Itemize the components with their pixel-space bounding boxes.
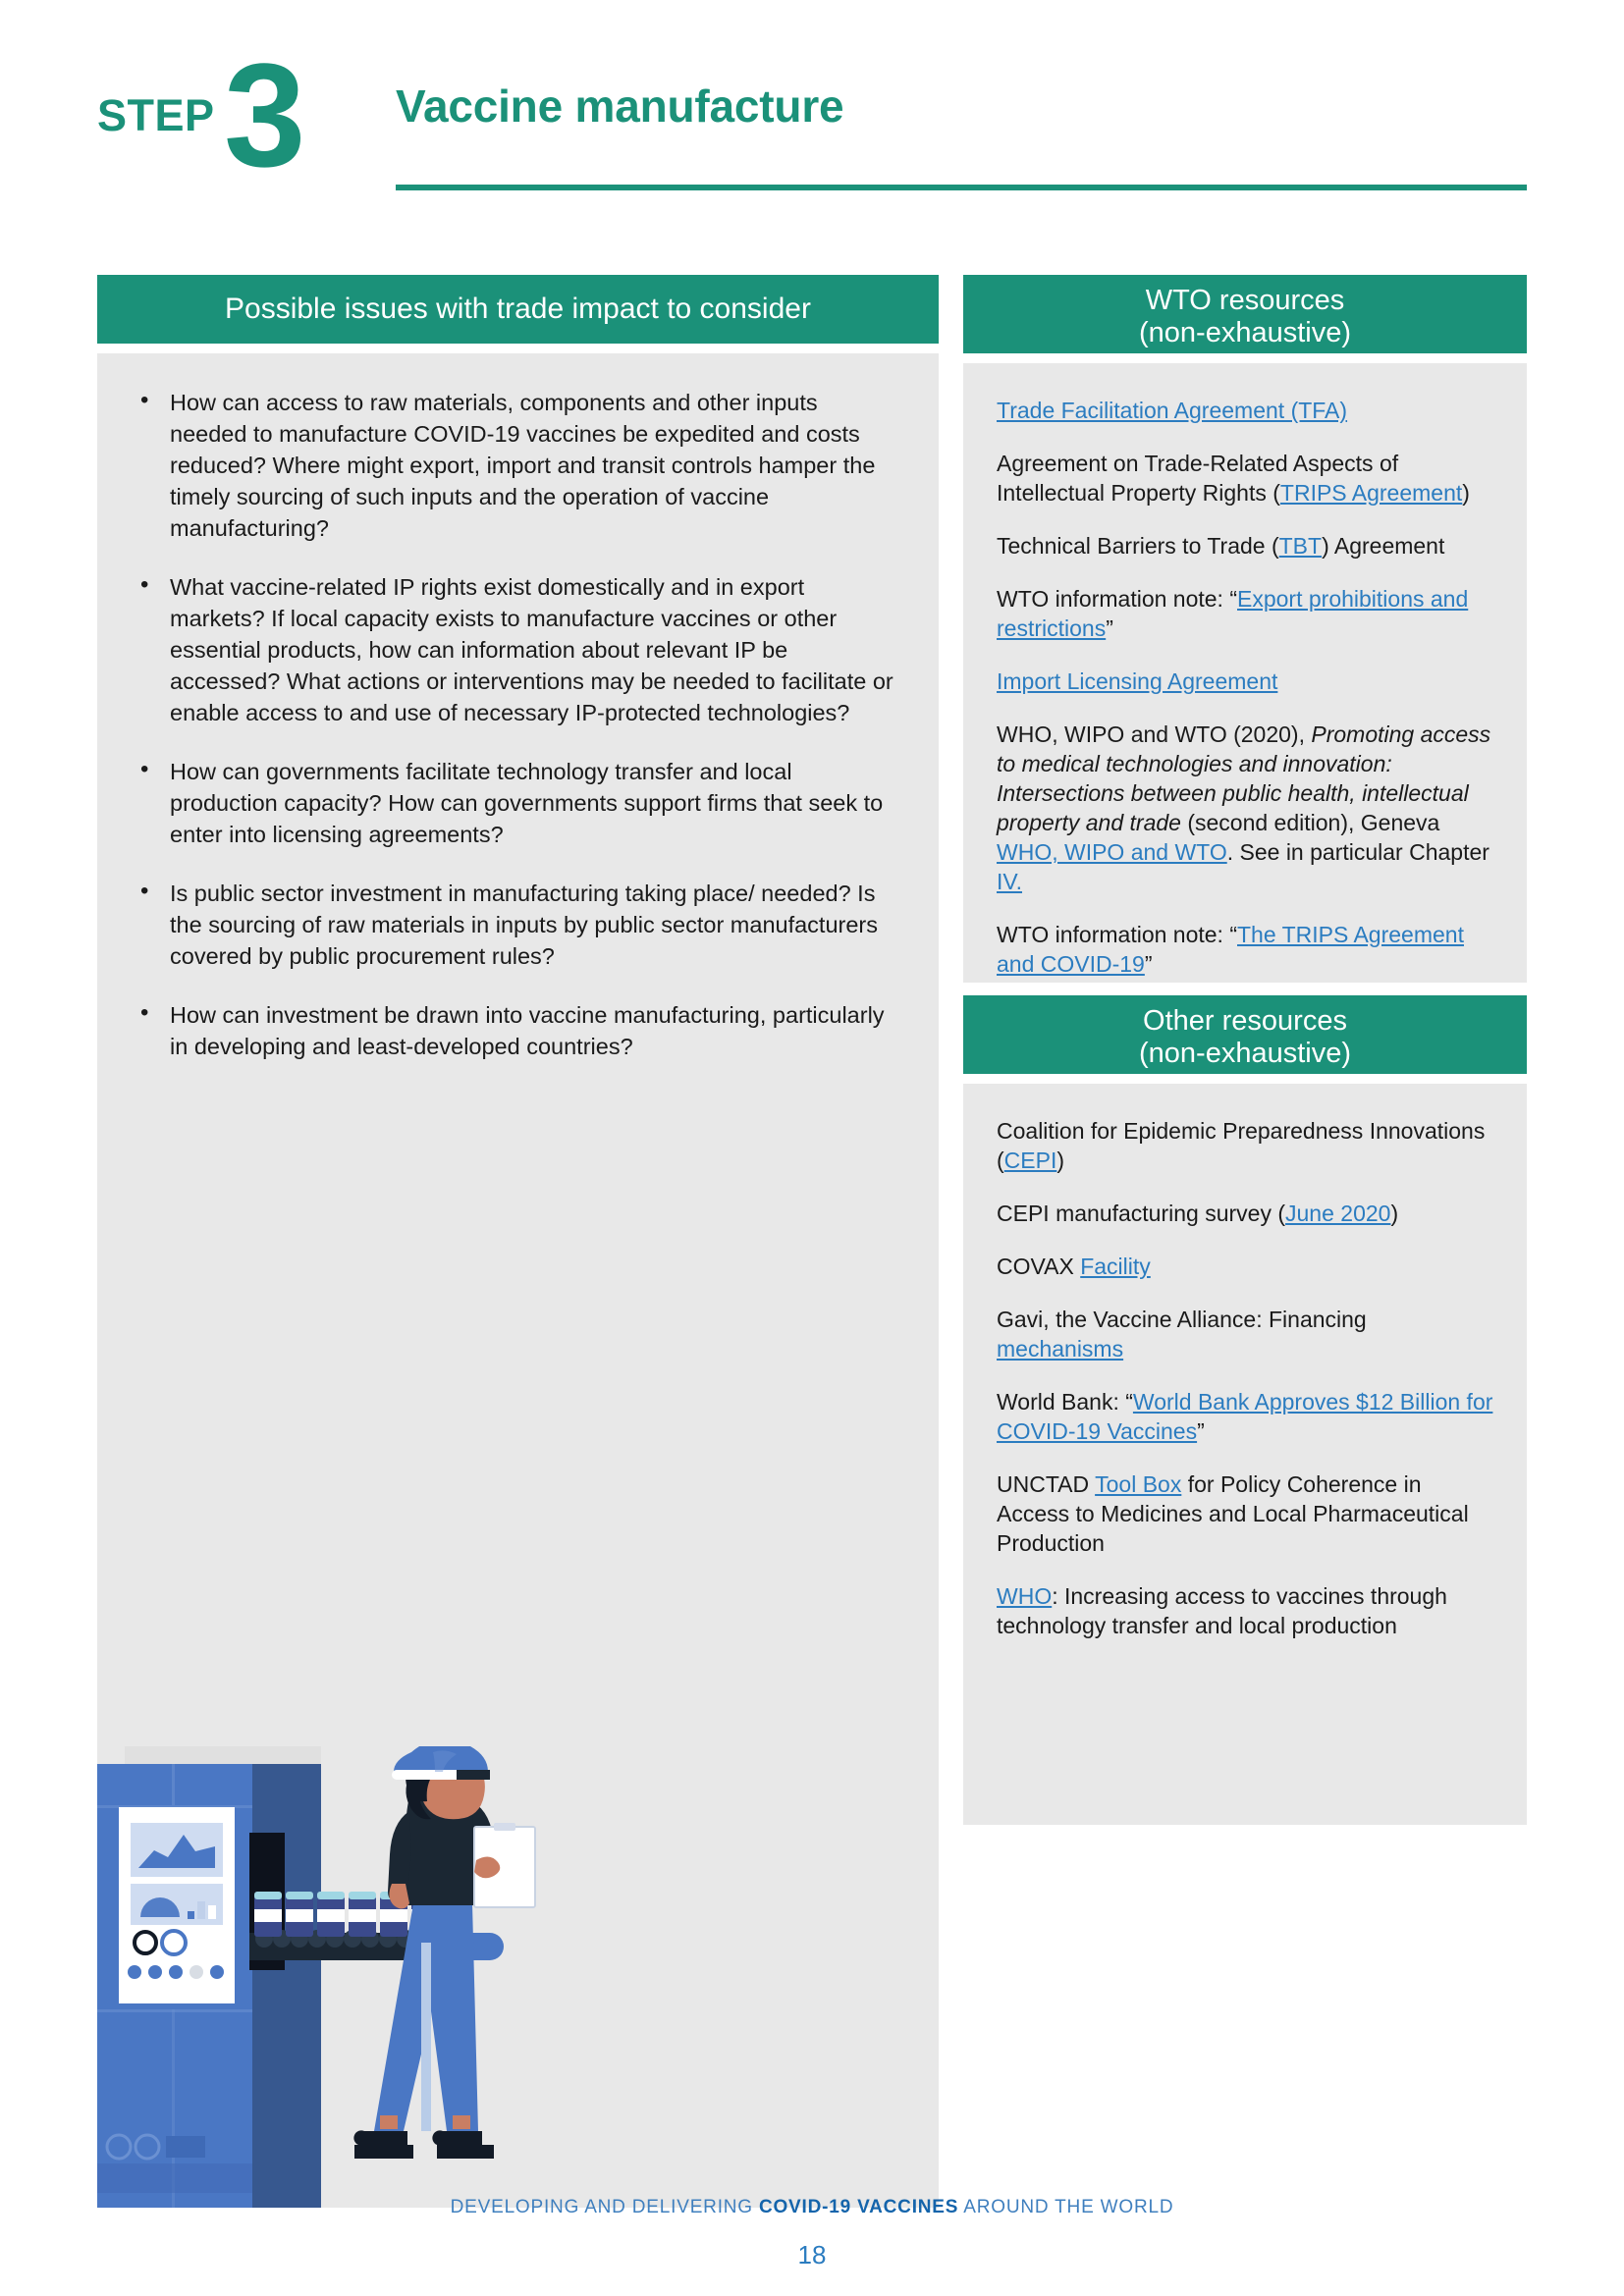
wto-resources-heading — [963, 275, 1527, 353]
resource-text: Technical Barriers to Trade ( — [997, 533, 1279, 559]
resource-text: Coalition for Epidemic Preparedness Innovations ( — [997, 1118, 1486, 1173]
resource-link[interactable]: mechanisms — [997, 1336, 1124, 1362]
issue-item: • What vaccine-related IP rights exist domestically and in export markets? If local capacity exists to manufacture vaccines or other essential products, how can information about relevant IP be accessed? What actions or interventions may be needed to facilitate or enable access to and use of necessary IP-protected technologies? — [125, 571, 899, 728]
other-resources-heading-line2: (non-exhaustive) — [1139, 1038, 1351, 1069]
resource-entry — [997, 1469, 1493, 1558]
issues-panel — [97, 353, 939, 2208]
resource-entry — [997, 1581, 1493, 1640]
resource-link[interactable]: TRIPS Agreement — [1279, 480, 1463, 506]
wto-resources-heading-line1: WTO resources — [1145, 285, 1345, 316]
resource-text: Gavi, the Vaccine Alliance: Financing — [997, 1307, 1367, 1332]
issue-item: • How can governments facilitate technology transfer and local production capacity? How can governments support firms that seek to enter into licensing agreements? — [125, 756, 899, 850]
issue-item: • How can investment be drawn into vaccine manufacturing, particularly in developing and least-developed countries? — [125, 999, 899, 1062]
issue-item: • How can access to raw materials, components and other inputs needed to manufacture COVID-19 vaccines be expedited and costs reduced? Where might export, import and transit controls hamper the timely sourcing of such inputs and the operation of vaccine manufacturing? — [125, 387, 899, 544]
resource-text: ” — [1144, 951, 1153, 977]
resource-text: ) — [1462, 480, 1470, 506]
resource-entry — [997, 1387, 1493, 1446]
resource-text: ) — [1390, 1201, 1399, 1226]
resource-text: WHO, WIPO and WTO (2020), — [997, 721, 1312, 747]
step-label: STEP — [97, 90, 215, 140]
resource-entry — [997, 1252, 1493, 1281]
page-header — [0, 0, 1624, 226]
footer-text-bold: COVID-19 VACCINES — [758, 2197, 959, 2217]
resource-text: WTO information note: “ — [997, 922, 1237, 947]
footer-text-after: AROUND THE WORLD — [958, 2197, 1174, 2217]
page-number: 18 — [797, 2240, 827, 2269]
left-column — [97, 275, 939, 2208]
resource-text: ” — [1106, 615, 1113, 641]
other-resources-heading-line1: Other resources — [1143, 1005, 1347, 1037]
resource-text: UNCTAD — [997, 1471, 1096, 1497]
other-resources-list — [997, 1116, 1493, 1640]
resource-text: ” — [1197, 1418, 1205, 1444]
resource-link[interactable]: WHO — [997, 1583, 1053, 1609]
footer-caption — [0, 2197, 1624, 2218]
resource-text: : Increasing access to vaccines through technology transfer and local production — [997, 1583, 1447, 1638]
resource-entry — [997, 667, 1493, 696]
resource-entry — [997, 1116, 1493, 1175]
page-title: Vaccine manufacture — [396, 80, 844, 132]
resource-text: COVAX — [997, 1254, 1081, 1279]
resource-link[interactable]: Import Licensing Agreement — [997, 668, 1278, 694]
page-footer — [0, 2197, 1624, 2270]
issue-item: • Is public sector investment in manufacturing taking place/ needed? Is the sourcing of raw materials in inputs by public sector manufacturers covered by public procurement rules? — [125, 878, 899, 972]
resource-link[interactable]: TBT — [1278, 533, 1323, 559]
vaccine-manufacturing-illustration — [97, 1746, 939, 2208]
resource-entry — [997, 396, 1493, 425]
issues-list — [125, 387, 899, 1062]
resource-link[interactable]: CEPI — [1003, 1148, 1057, 1173]
title-divider — [396, 185, 1527, 190]
resource-link[interactable]: IV. — [997, 869, 1023, 894]
resource-text: for Policy Coherence in Access to Medicines and Local Pharmaceutical Production — [997, 1471, 1469, 1556]
other-resources-heading — [963, 995, 1527, 1074]
resource-link[interactable]: Trade Facilitation Agreement (TFA) — [997, 398, 1348, 423]
resource-link[interactable]: June 2020 — [1285, 1201, 1391, 1226]
right-column — [963, 275, 1527, 1825]
resource-entry — [997, 449, 1493, 507]
resource-text: . See in particular Chapter — [1226, 839, 1489, 865]
resource-entry — [997, 1305, 1493, 1363]
other-resources-panel — [963, 1084, 1527, 1825]
wto-resources-list — [997, 396, 1493, 979]
resource-text: ) — [1056, 1148, 1065, 1173]
column-spacer — [963, 983, 1527, 995]
issues-heading: Possible issues with trade impact to consider — [97, 275, 939, 344]
resource-title-italic: Promoting access to medical technologies and innovation: Intersections between public health, intellectual property and trade — [997, 721, 1491, 835]
resource-entry — [997, 531, 1493, 561]
wto-resources-heading-line2: (non-exhaustive) — [1139, 317, 1351, 348]
resource-link[interactable]: Tool Box — [1095, 1471, 1182, 1497]
resource-text: ) Agreement — [1322, 533, 1445, 559]
resource-link[interactable]: The TRIPS Agreement and COVID-19 — [997, 922, 1464, 977]
resource-text: World Bank: “ — [997, 1389, 1133, 1415]
resource-entry — [997, 1199, 1493, 1228]
resource-entry — [997, 584, 1493, 643]
resource-link[interactable]: Facility — [1080, 1254, 1151, 1279]
resource-link[interactable]: World Bank Approves $12 Billion for COVID-19 Vaccines — [997, 1389, 1493, 1444]
wto-resources-panel — [963, 363, 1527, 983]
resource-entry — [997, 920, 1493, 979]
step-number: 3 — [224, 32, 306, 197]
footer-text-before: DEVELOPING AND DELIVERING — [450, 2197, 759, 2217]
resource-text: (second edition), Geneva — [1180, 810, 1440, 835]
resource-text: WTO information note: “ — [997, 586, 1237, 612]
resource-text: CEPI manufacturing survey ( — [997, 1201, 1286, 1226]
resource-entry — [997, 720, 1493, 896]
resource-text: Agreement on Trade-Related Aspects of Intellectual Property Rights ( — [997, 451, 1399, 506]
resource-link[interactable]: WHO, WIPO and WTO — [997, 839, 1227, 865]
resource-link[interactable]: Export prohibitions and restrictions — [997, 586, 1469, 641]
